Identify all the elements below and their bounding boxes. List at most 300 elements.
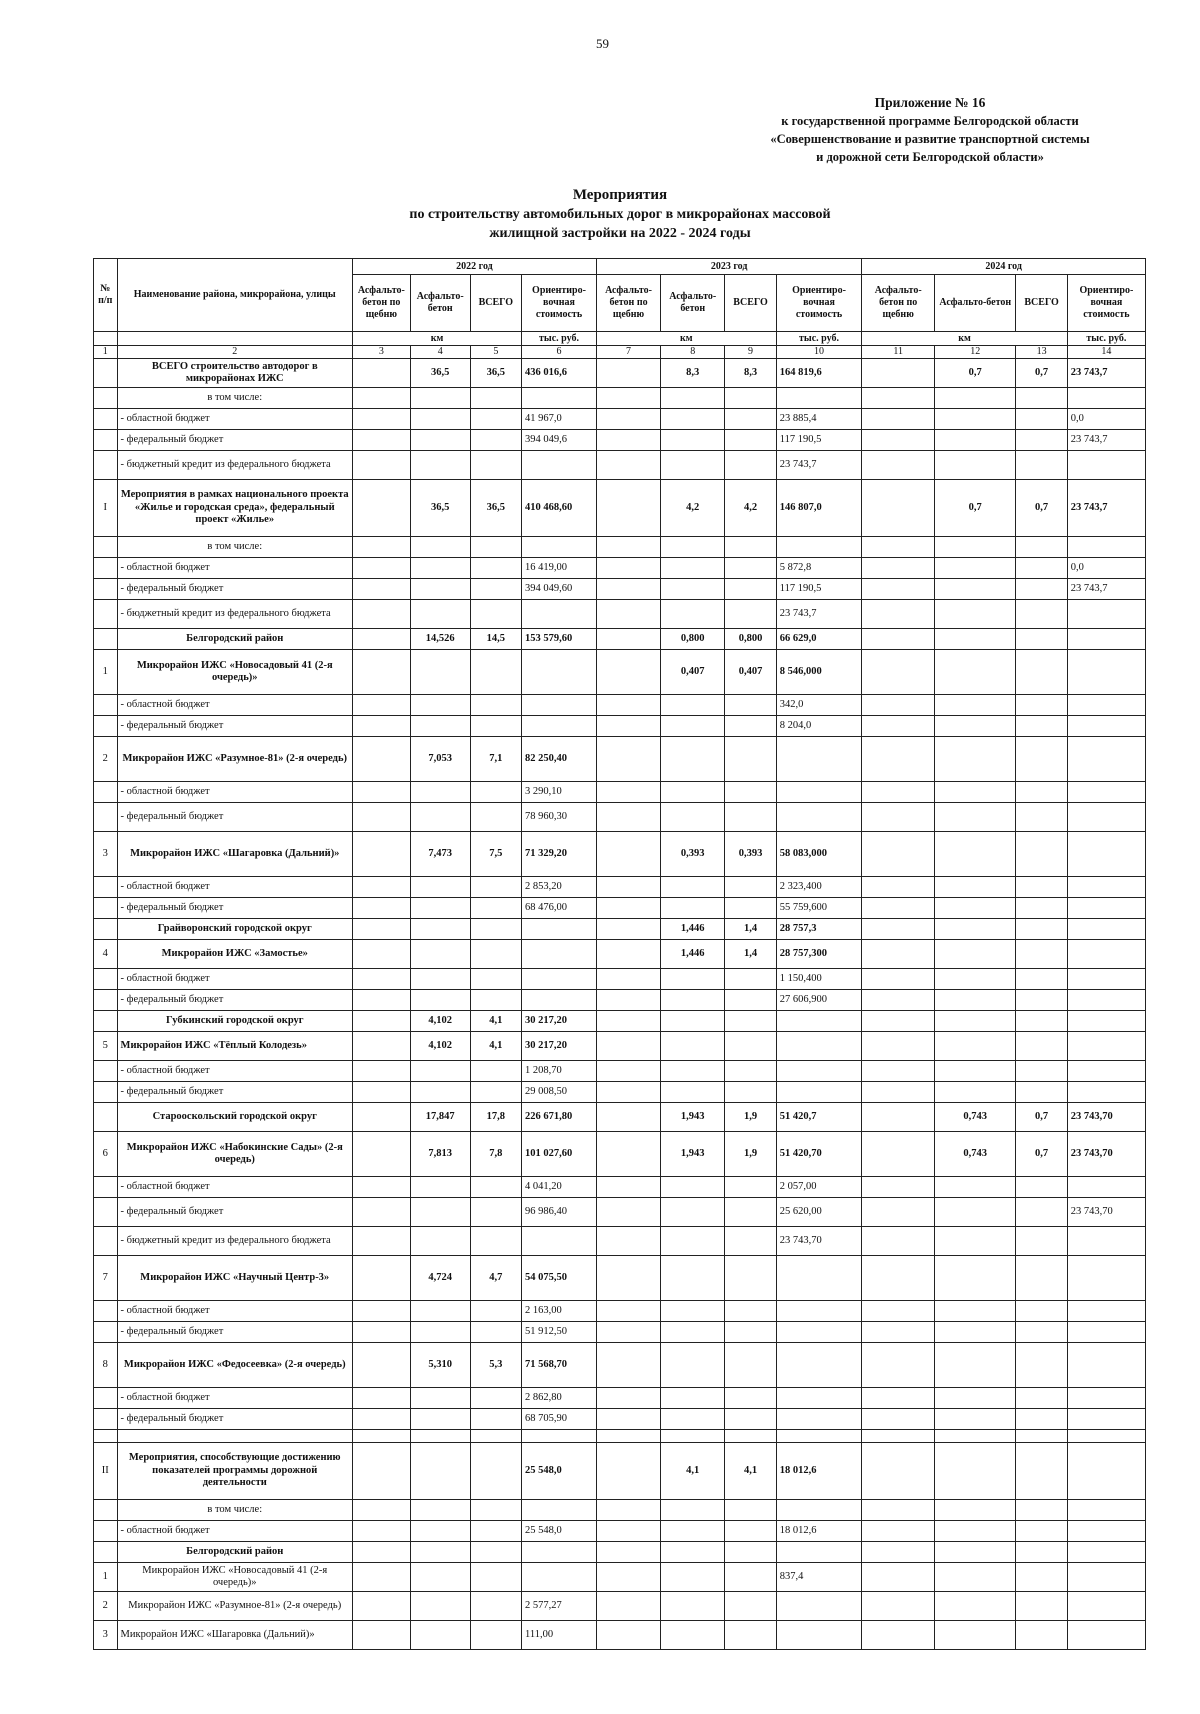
value-cell: 1,9 bbox=[725, 1103, 776, 1132]
table-row bbox=[94, 629, 1146, 650]
value-cell bbox=[352, 451, 410, 480]
value-cell bbox=[862, 877, 935, 898]
value-cell bbox=[470, 1592, 521, 1621]
row-name: Микрорайон ИЖС «Разумное-81» (2-я очередь) bbox=[117, 1592, 352, 1621]
value-cell bbox=[470, 1430, 521, 1443]
value-cell: 36,5 bbox=[410, 480, 470, 537]
value-cell: 2 057,00 bbox=[776, 1177, 862, 1198]
value-cell bbox=[725, 1061, 776, 1082]
value-cell bbox=[470, 1443, 521, 1500]
row-name: Микрорайон ИЖС «Набокинские Сады» (2-я очередь) bbox=[117, 1132, 352, 1177]
value-cell: 23 743,7 bbox=[776, 451, 862, 480]
header-asphalt-gravel: Асфальто-бетон по щебню bbox=[352, 275, 410, 332]
value-cell bbox=[661, 1198, 725, 1227]
value-cell bbox=[410, 579, 470, 600]
row-name: Микрорайон ИЖС «Научный Центр-3» bbox=[117, 1256, 352, 1301]
value-cell bbox=[1016, 600, 1067, 629]
value-cell bbox=[1067, 919, 1145, 940]
value-cell bbox=[725, 1343, 776, 1388]
row-name: - бюджетный кредит из федерального бюджета bbox=[117, 1227, 352, 1256]
value-cell bbox=[862, 1388, 935, 1409]
value-cell bbox=[1067, 1082, 1145, 1103]
value-cell bbox=[596, 579, 660, 600]
value-cell bbox=[661, 898, 725, 919]
value-cell bbox=[1016, 898, 1067, 919]
value-cell bbox=[935, 1521, 1016, 1542]
row-name: - областной бюджет bbox=[117, 409, 352, 430]
value-cell bbox=[596, 409, 660, 430]
header-year-2024: 2024 год bbox=[862, 259, 1146, 275]
value-cell bbox=[661, 430, 725, 451]
value-cell: 2 323,400 bbox=[776, 877, 862, 898]
value-cell bbox=[661, 877, 725, 898]
row-name: Старооскольский городской округ bbox=[117, 1103, 352, 1132]
row-name: Микрорайон ИЖС «Новосадовый 41 (2-я очередь)» bbox=[117, 650, 352, 695]
value-cell bbox=[596, 1322, 660, 1343]
value-cell bbox=[935, 1198, 1016, 1227]
value-cell bbox=[935, 629, 1016, 650]
value-cell: 0,800 bbox=[725, 629, 776, 650]
header-asphalt: Асфальто-бетон bbox=[410, 275, 470, 332]
table-row bbox=[94, 430, 1146, 451]
value-cell bbox=[596, 1032, 660, 1061]
header-total: ВСЕГО bbox=[725, 275, 776, 332]
value-cell bbox=[410, 877, 470, 898]
value-cell bbox=[1016, 1563, 1067, 1592]
value-cell bbox=[596, 1227, 660, 1256]
row-number bbox=[94, 695, 118, 716]
value-cell: 5,3 bbox=[470, 1343, 521, 1388]
row-name: Белгородский район bbox=[117, 629, 352, 650]
value-cell bbox=[862, 716, 935, 737]
value-cell bbox=[862, 1592, 935, 1621]
header-total: ВСЕГО bbox=[1016, 275, 1067, 332]
value-cell bbox=[776, 737, 862, 782]
value-cell bbox=[935, 388, 1016, 409]
value-cell bbox=[862, 1443, 935, 1500]
value-cell bbox=[1067, 1011, 1145, 1032]
column-index: 5 bbox=[470, 346, 521, 359]
value-cell bbox=[1067, 1388, 1145, 1409]
column-index: 12 bbox=[935, 346, 1016, 359]
value-cell bbox=[1016, 940, 1067, 969]
value-cell bbox=[1067, 1621, 1145, 1650]
value-cell bbox=[1016, 1322, 1067, 1343]
value-cell: 0,393 bbox=[725, 832, 776, 877]
value-cell bbox=[862, 1011, 935, 1032]
appendix-line-3: и дорожной сети Белгородской области» bbox=[816, 150, 1044, 164]
value-cell bbox=[596, 1500, 660, 1521]
value-cell bbox=[776, 1388, 862, 1409]
value-cell bbox=[1067, 650, 1145, 695]
value-cell bbox=[862, 1032, 935, 1061]
value-cell: 30 217,20 bbox=[522, 1032, 597, 1061]
value-cell bbox=[410, 451, 470, 480]
value-cell bbox=[1067, 1563, 1145, 1592]
value-cell bbox=[410, 1409, 470, 1430]
value-cell bbox=[596, 1343, 660, 1388]
value-cell bbox=[596, 898, 660, 919]
value-cell bbox=[1016, 1061, 1067, 1082]
value-cell bbox=[596, 600, 660, 629]
value-cell bbox=[1016, 877, 1067, 898]
value-cell bbox=[725, 1011, 776, 1032]
value-cell: 0,7 bbox=[1016, 1132, 1067, 1177]
value-cell bbox=[1016, 782, 1067, 803]
row-name: Мероприятия, способствующие достижению показателей программы дорожной деятельности bbox=[117, 1443, 352, 1500]
row-name: Мероприятия в рамках национального проекта «Жилье и городская среда», федеральный проект «Жилье» bbox=[117, 480, 352, 537]
value-cell bbox=[935, 990, 1016, 1011]
value-cell bbox=[862, 1563, 935, 1592]
value-cell bbox=[410, 650, 470, 695]
value-cell bbox=[1067, 716, 1145, 737]
value-cell: 23 743,7 bbox=[776, 600, 862, 629]
value-cell bbox=[352, 803, 410, 832]
value-cell bbox=[596, 940, 660, 969]
value-cell: 25 548,0 bbox=[522, 1521, 597, 1542]
value-cell: 18 012,6 bbox=[776, 1521, 862, 1542]
value-cell bbox=[470, 1227, 521, 1256]
value-cell: 96 986,40 bbox=[522, 1198, 597, 1227]
value-cell bbox=[776, 803, 862, 832]
value-cell bbox=[862, 409, 935, 430]
value-cell bbox=[725, 388, 776, 409]
value-cell bbox=[935, 832, 1016, 877]
value-cell bbox=[862, 1409, 935, 1430]
value-cell bbox=[470, 600, 521, 629]
spacer-row bbox=[94, 1430, 1146, 1443]
value-cell bbox=[410, 1177, 470, 1198]
value-cell bbox=[470, 579, 521, 600]
value-cell bbox=[661, 1500, 725, 1521]
row-number bbox=[94, 782, 118, 803]
value-cell bbox=[352, 537, 410, 558]
value-cell bbox=[776, 1430, 862, 1443]
value-cell bbox=[596, 803, 660, 832]
table-row bbox=[94, 695, 1146, 716]
value-cell: 7,473 bbox=[410, 832, 470, 877]
value-cell bbox=[776, 1301, 862, 1322]
value-cell bbox=[1067, 1177, 1145, 1198]
row-number bbox=[94, 1409, 118, 1430]
value-cell bbox=[596, 1443, 660, 1500]
value-cell: 28 757,300 bbox=[776, 940, 862, 969]
row-number bbox=[94, 1301, 118, 1322]
row-number bbox=[94, 1388, 118, 1409]
value-cell: 1,4 bbox=[725, 940, 776, 969]
row-number: 8 bbox=[94, 1343, 118, 1388]
value-cell bbox=[1067, 969, 1145, 990]
table-row bbox=[94, 388, 1146, 409]
value-cell bbox=[1067, 600, 1145, 629]
value-cell bbox=[522, 919, 597, 940]
value-cell bbox=[725, 1032, 776, 1061]
row-number bbox=[94, 716, 118, 737]
value-cell bbox=[410, 600, 470, 629]
row-name: Микрорайон ИЖС «Замостье» bbox=[117, 940, 352, 969]
value-cell: 0,7 bbox=[1016, 359, 1067, 388]
row-number bbox=[94, 1521, 118, 1542]
value-cell: 36,5 bbox=[470, 480, 521, 537]
value-cell bbox=[935, 558, 1016, 579]
value-cell: 1,943 bbox=[661, 1103, 725, 1132]
value-cell bbox=[862, 1103, 935, 1132]
value-cell: 8 204,0 bbox=[776, 716, 862, 737]
value-cell bbox=[522, 1430, 597, 1443]
value-cell: 0,7 bbox=[935, 480, 1016, 537]
value-cell: 51 420,7 bbox=[776, 1103, 862, 1132]
row-name: - областной бюджет bbox=[117, 695, 352, 716]
value-cell bbox=[862, 940, 935, 969]
header-asphalt: Асфальто-бетон bbox=[935, 275, 1016, 332]
value-cell bbox=[352, 940, 410, 969]
value-cell bbox=[352, 716, 410, 737]
value-cell bbox=[935, 1563, 1016, 1592]
value-cell bbox=[862, 1198, 935, 1227]
value-cell: 28 757,3 bbox=[776, 919, 862, 940]
row-number: II bbox=[94, 1443, 118, 1500]
value-cell: 153 579,60 bbox=[522, 629, 597, 650]
value-cell bbox=[596, 1177, 660, 1198]
value-cell bbox=[661, 803, 725, 832]
value-cell: 78 960,30 bbox=[522, 803, 597, 832]
value-cell bbox=[862, 1256, 935, 1301]
value-cell bbox=[725, 1388, 776, 1409]
value-cell bbox=[1016, 1388, 1067, 1409]
row-name: - областной бюджет bbox=[117, 782, 352, 803]
value-cell bbox=[776, 1621, 862, 1650]
table-row bbox=[94, 451, 1146, 480]
row-name: - областной бюджет bbox=[117, 1301, 352, 1322]
value-cell bbox=[725, 695, 776, 716]
value-cell bbox=[661, 1388, 725, 1409]
value-cell bbox=[935, 1409, 1016, 1430]
row-name: Грайворонский городской округ bbox=[117, 919, 352, 940]
table-row bbox=[94, 1061, 1146, 1082]
value-cell bbox=[1067, 1032, 1145, 1061]
table-row bbox=[94, 969, 1146, 990]
value-cell bbox=[1067, 1443, 1145, 1500]
value-cell bbox=[776, 1500, 862, 1521]
value-cell: 0,743 bbox=[935, 1103, 1016, 1132]
value-cell bbox=[1016, 1621, 1067, 1650]
table-row bbox=[94, 1542, 1146, 1563]
value-cell bbox=[410, 1388, 470, 1409]
value-cell bbox=[776, 1256, 862, 1301]
value-cell bbox=[470, 1177, 521, 1198]
value-cell bbox=[596, 1521, 660, 1542]
value-cell: 1,9 bbox=[725, 1132, 776, 1177]
value-cell bbox=[470, 1322, 521, 1343]
value-cell bbox=[1067, 1227, 1145, 1256]
table-row bbox=[94, 600, 1146, 629]
page-number: 59 bbox=[596, 36, 609, 51]
value-cell bbox=[352, 782, 410, 803]
value-cell bbox=[661, 537, 725, 558]
header-cost: Ориентиро-вочная стоимость bbox=[1067, 275, 1145, 332]
table-row bbox=[94, 1409, 1146, 1430]
value-cell bbox=[935, 782, 1016, 803]
value-cell: 7,8 bbox=[470, 1132, 521, 1177]
row-number: 1 bbox=[94, 650, 118, 695]
value-cell bbox=[1016, 537, 1067, 558]
value-cell bbox=[661, 1322, 725, 1343]
value-cell bbox=[1016, 1198, 1067, 1227]
row-name: - федеральный бюджет bbox=[117, 716, 352, 737]
column-index: 10 bbox=[776, 346, 862, 359]
value-cell bbox=[470, 1409, 521, 1430]
table-row bbox=[94, 359, 1146, 388]
value-cell bbox=[935, 1592, 1016, 1621]
value-cell bbox=[935, 1430, 1016, 1443]
row-number bbox=[94, 990, 118, 1011]
row-number bbox=[94, 409, 118, 430]
value-cell bbox=[935, 1011, 1016, 1032]
value-cell bbox=[1016, 832, 1067, 877]
value-cell bbox=[935, 1061, 1016, 1082]
value-cell bbox=[935, 1301, 1016, 1322]
value-cell bbox=[862, 1082, 935, 1103]
value-cell: 394 049,60 bbox=[522, 579, 597, 600]
column-index: 13 bbox=[1016, 346, 1067, 359]
value-cell: 394 049,6 bbox=[522, 430, 597, 451]
value-cell bbox=[862, 1061, 935, 1082]
value-cell bbox=[410, 1322, 470, 1343]
value-cell bbox=[935, 451, 1016, 480]
value-cell bbox=[470, 1198, 521, 1227]
value-cell bbox=[352, 1409, 410, 1430]
value-cell bbox=[1067, 1430, 1145, 1443]
value-cell: 41 967,0 bbox=[522, 409, 597, 430]
value-cell bbox=[661, 1177, 725, 1198]
value-cell bbox=[862, 1322, 935, 1343]
value-cell bbox=[862, 898, 935, 919]
value-cell bbox=[862, 919, 935, 940]
value-cell bbox=[776, 388, 862, 409]
value-cell: 0,393 bbox=[661, 832, 725, 877]
column-index: 7 bbox=[596, 346, 660, 359]
value-cell bbox=[352, 1177, 410, 1198]
value-cell: 4,102 bbox=[410, 1032, 470, 1061]
row-number bbox=[94, 969, 118, 990]
value-cell: 30 217,20 bbox=[522, 1011, 597, 1032]
value-cell bbox=[470, 1061, 521, 1082]
value-cell bbox=[352, 1301, 410, 1322]
value-cell bbox=[470, 409, 521, 430]
value-cell: 4,724 bbox=[410, 1256, 470, 1301]
row-number bbox=[94, 558, 118, 579]
value-cell: 58 083,000 bbox=[776, 832, 862, 877]
document-title-line-2: по строительству автомобильных дорог в микрорайонах массовой bbox=[409, 207, 831, 222]
row-number bbox=[94, 1500, 118, 1521]
row-number: 1 bbox=[94, 1563, 118, 1592]
row-number: 4 bbox=[94, 940, 118, 969]
value-cell bbox=[862, 1500, 935, 1521]
value-cell: 14,5 bbox=[470, 629, 521, 650]
value-cell bbox=[661, 1227, 725, 1256]
value-cell: 226 671,80 bbox=[522, 1103, 597, 1132]
value-cell bbox=[725, 898, 776, 919]
value-cell: 0,800 bbox=[661, 629, 725, 650]
value-cell bbox=[776, 1032, 862, 1061]
value-cell bbox=[352, 629, 410, 650]
value-cell: 23 885,4 bbox=[776, 409, 862, 430]
value-cell bbox=[935, 1227, 1016, 1256]
value-cell bbox=[1016, 1500, 1067, 1521]
value-cell bbox=[661, 990, 725, 1011]
value-cell bbox=[352, 1388, 410, 1409]
value-cell bbox=[725, 1256, 776, 1301]
row-name: - федеральный бюджет bbox=[117, 430, 352, 451]
value-cell bbox=[1067, 803, 1145, 832]
value-cell bbox=[522, 600, 597, 629]
appendix-header bbox=[740, 94, 1120, 166]
value-cell bbox=[661, 782, 725, 803]
value-cell: 4,1 bbox=[725, 1443, 776, 1500]
value-cell: 0,0 bbox=[1067, 409, 1145, 430]
row-number bbox=[94, 1227, 118, 1256]
value-cell bbox=[1016, 716, 1067, 737]
value-cell: 410 468,60 bbox=[522, 480, 597, 537]
value-cell bbox=[352, 1563, 410, 1592]
value-cell bbox=[1016, 1256, 1067, 1301]
table-row bbox=[94, 480, 1146, 537]
column-index: 1 bbox=[94, 346, 118, 359]
value-cell bbox=[661, 969, 725, 990]
value-cell bbox=[596, 650, 660, 695]
value-cell bbox=[776, 1409, 862, 1430]
value-cell bbox=[1016, 650, 1067, 695]
value-cell bbox=[1016, 1443, 1067, 1500]
value-cell bbox=[352, 1592, 410, 1621]
value-cell: 25 620,00 bbox=[776, 1198, 862, 1227]
header-year-2022: 2022 год bbox=[352, 259, 596, 275]
row-number bbox=[94, 1103, 118, 1132]
value-cell bbox=[661, 1011, 725, 1032]
value-cell bbox=[1067, 1322, 1145, 1343]
value-cell bbox=[522, 990, 597, 1011]
value-cell bbox=[470, 650, 521, 695]
document-title-line-3: жилищной застройки на 2022 - 2024 годы bbox=[489, 226, 751, 241]
value-cell: 7,5 bbox=[470, 832, 521, 877]
value-cell bbox=[410, 898, 470, 919]
value-cell bbox=[1016, 695, 1067, 716]
value-cell bbox=[522, 537, 597, 558]
row-name: - областной бюджет bbox=[117, 558, 352, 579]
value-cell bbox=[596, 1430, 660, 1443]
column-index: 8 bbox=[661, 346, 725, 359]
value-cell bbox=[410, 1563, 470, 1592]
value-cell bbox=[862, 969, 935, 990]
row-name: Микрорайон ИЖС «Разумное-81» (2-я очередь) bbox=[117, 737, 352, 782]
value-cell bbox=[596, 782, 660, 803]
value-cell bbox=[596, 1198, 660, 1227]
row-name: Губкинский городской округ bbox=[117, 1011, 352, 1032]
value-cell bbox=[596, 969, 660, 990]
value-cell bbox=[862, 388, 935, 409]
value-cell bbox=[1016, 1592, 1067, 1621]
value-cell bbox=[596, 359, 660, 388]
value-cell bbox=[862, 990, 935, 1011]
value-cell: 5 872,8 bbox=[776, 558, 862, 579]
value-cell bbox=[862, 1132, 935, 1177]
value-cell bbox=[661, 409, 725, 430]
value-cell bbox=[352, 695, 410, 716]
value-cell: 16 419,00 bbox=[522, 558, 597, 579]
value-cell bbox=[1067, 1061, 1145, 1082]
table-row bbox=[94, 919, 1146, 940]
value-cell: 342,0 bbox=[776, 695, 862, 716]
